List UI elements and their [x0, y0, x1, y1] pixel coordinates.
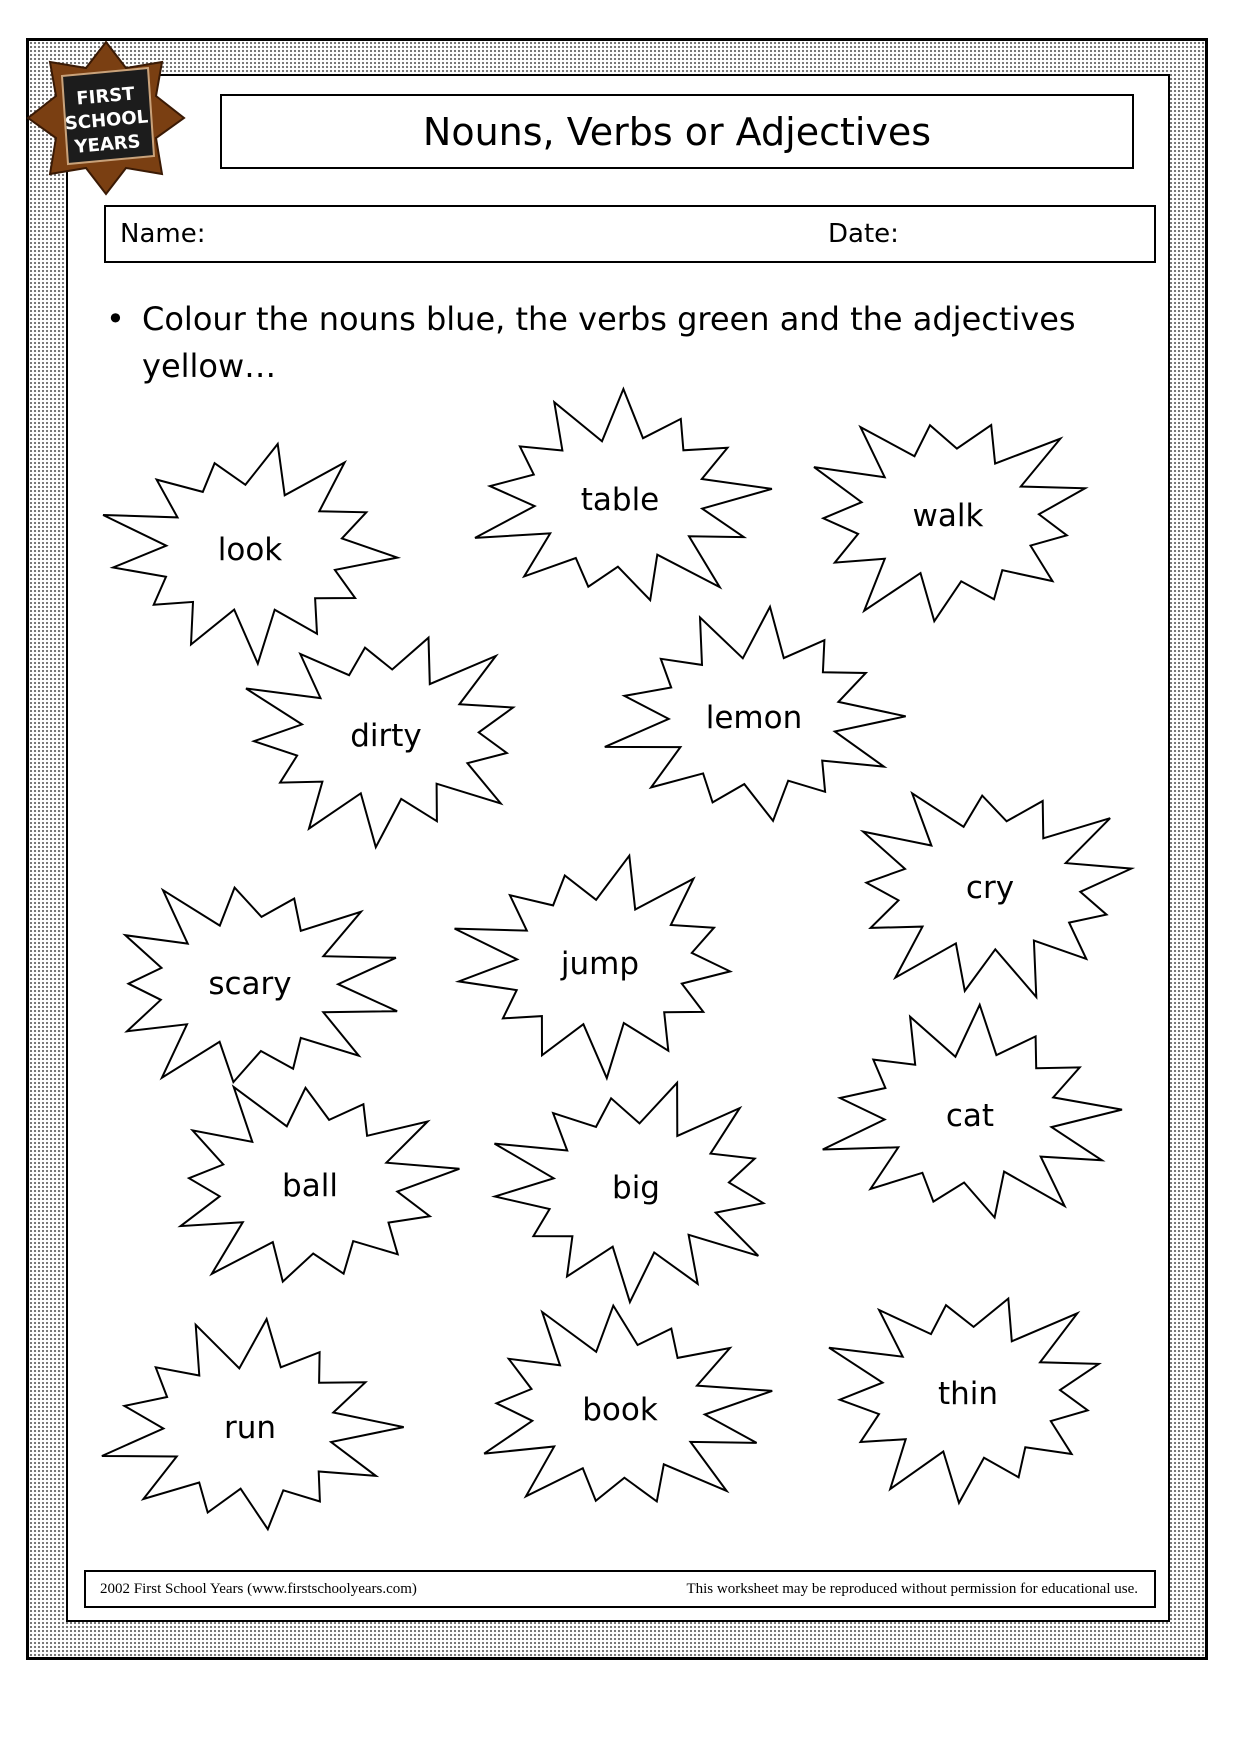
footer-copyright: 2002 First School Years (www.firstschoolyears.com)	[100, 1581, 417, 1597]
word-label-look: look	[217, 532, 283, 568]
word-label-walk: walk	[912, 498, 984, 534]
logo-line: FIRST	[75, 83, 136, 110]
date-label: Date:	[828, 219, 899, 249]
word-label-lemon: lemon	[705, 700, 803, 736]
footer	[84, 1570, 1156, 1608]
word-label-ball: ball	[282, 1168, 338, 1204]
word-label-cat: cat	[945, 1098, 995, 1134]
title-text: Nouns, Verbs or Adjectives	[422, 109, 932, 154]
word-label-table: table	[580, 482, 660, 518]
word-label-jump: jump	[560, 946, 640, 982]
instruction-text: Colour the nouns blue, the verbs green and the adjectives yellow…	[142, 300, 1076, 385]
name-label: Name:	[120, 219, 206, 249]
word-label-scary: scary	[208, 966, 292, 1002]
word-label-dirty: dirty	[350, 718, 422, 754]
bullet-icon: •	[106, 300, 125, 338]
word-label-big: big	[612, 1170, 660, 1206]
footer-permission: This worksheet may be reproduced without permission for educational use.	[686, 1581, 1138, 1597]
logo-line: YEARS	[73, 131, 142, 158]
logo-line: SCHOOL	[64, 106, 149, 135]
word-label-cry: cry	[965, 870, 1015, 906]
word-label-book: book	[582, 1392, 658, 1428]
word-label-thin: thin	[937, 1376, 999, 1412]
word-label-run: run	[223, 1410, 277, 1446]
